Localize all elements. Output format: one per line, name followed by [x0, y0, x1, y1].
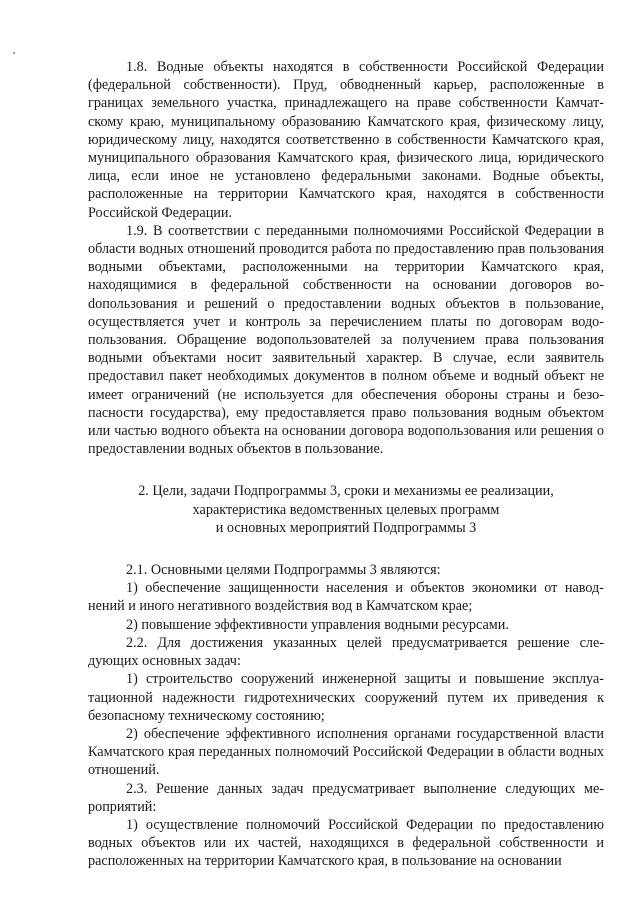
scan-speck: [13, 52, 15, 54]
heading-line-2: характеристика ведомственных целевых программ: [192, 501, 500, 518]
goal-item-1: 1) обеспечение защищенности населения и объектов экономики от наводнений и иного негативного воздействия вод в Камчатском крае;: [88, 580, 604, 615]
paragraph-1-8: 1.8. Водные объекты находятся в собственности Российской Федерации (федеральной собственности). Пруд, обводненный карьер, расположенные в границах земельного участка, принадлежащего на праве собственности Камчатскому краю, муниципальному образованию Камчатского края, физическому лицу, юридическому лицу, находятся соответственно в собственности Камчатского края, муниципального образования Камчатского края, физического лица, юридического лица, если иное не установлено федеральными законами. Водные объекты, расположенные на территории Камчатского края, находятся в собственности Российской Федерации.: [88, 59, 604, 221]
paragraph-2-3: 2.3. Решение данных задач предусматривает выполнение следующих мероприятий:: [88, 780, 604, 815]
goal-item-2: 2) повышение эффективности управления водными ресурсами.: [126, 616, 509, 633]
task-item-1: 1) строительство сооружений инженерной защиты и повышение эксплуатационной надежности гидротехнических сооружений путем их приведения к безопасному техническому состоянию;: [88, 671, 604, 724]
heading-line-1: 2. Цели, задачи Подпрограммы 3, сроки и механизмы ее реализации,: [138, 483, 554, 500]
paragraph-2-1: 2.1. Основными целями Подпрограммы 3 являются:: [126, 562, 441, 579]
task-item-2: 2) обеспечение эффективного исполнения органами государственной власти Камчатского края переданных полномочий Российской Федерации в области водных отношений.: [88, 725, 604, 779]
paragraph-2-2: 2.2. Для достижения указанных целей предусматривается решение следующих основных задач:: [88, 634, 604, 670]
paragraph-1-9: 1.9. В соответствии с переданными полномочиями Российской Федерации в области водных отношений проводится работа по предоставлению прав пользования водными объектами, расположенными на территории Камчатского края, находящимися в федеральной собственности на основании договоров воdопользования и решений о предоставлении водных объектов в пользование, осуществляется учет и контроль за перечислением платы по договорам водопользования. Обращение водопользователей за получением права пользования водными объектами носит заявительный характер. В случае, если заявитель предоставил пакет необходимых документов в полном объеме и водный объект не имеет ограничений (не используется для обеспечения обороны страны и безопасности государства), ему предоставляется право пользования водным объектом или частью водного объекта на основании договора водопользования или решения о предоставлении водных объектов в пользование.: [88, 222, 604, 458]
document-page: [88, 58, 604, 871]
section-2-heading: [88, 482, 604, 537]
measure-item-1: 1) осуществление полномочий Российской Федерации по предоставлению водных объектов или их частей, находящихся в федеральной собственности и расположенных на территории Камчатского края, в пользование на основании: [88, 816, 604, 870]
heading-line-3: и основных мероприятий Подпрограммы 3: [215, 519, 477, 536]
